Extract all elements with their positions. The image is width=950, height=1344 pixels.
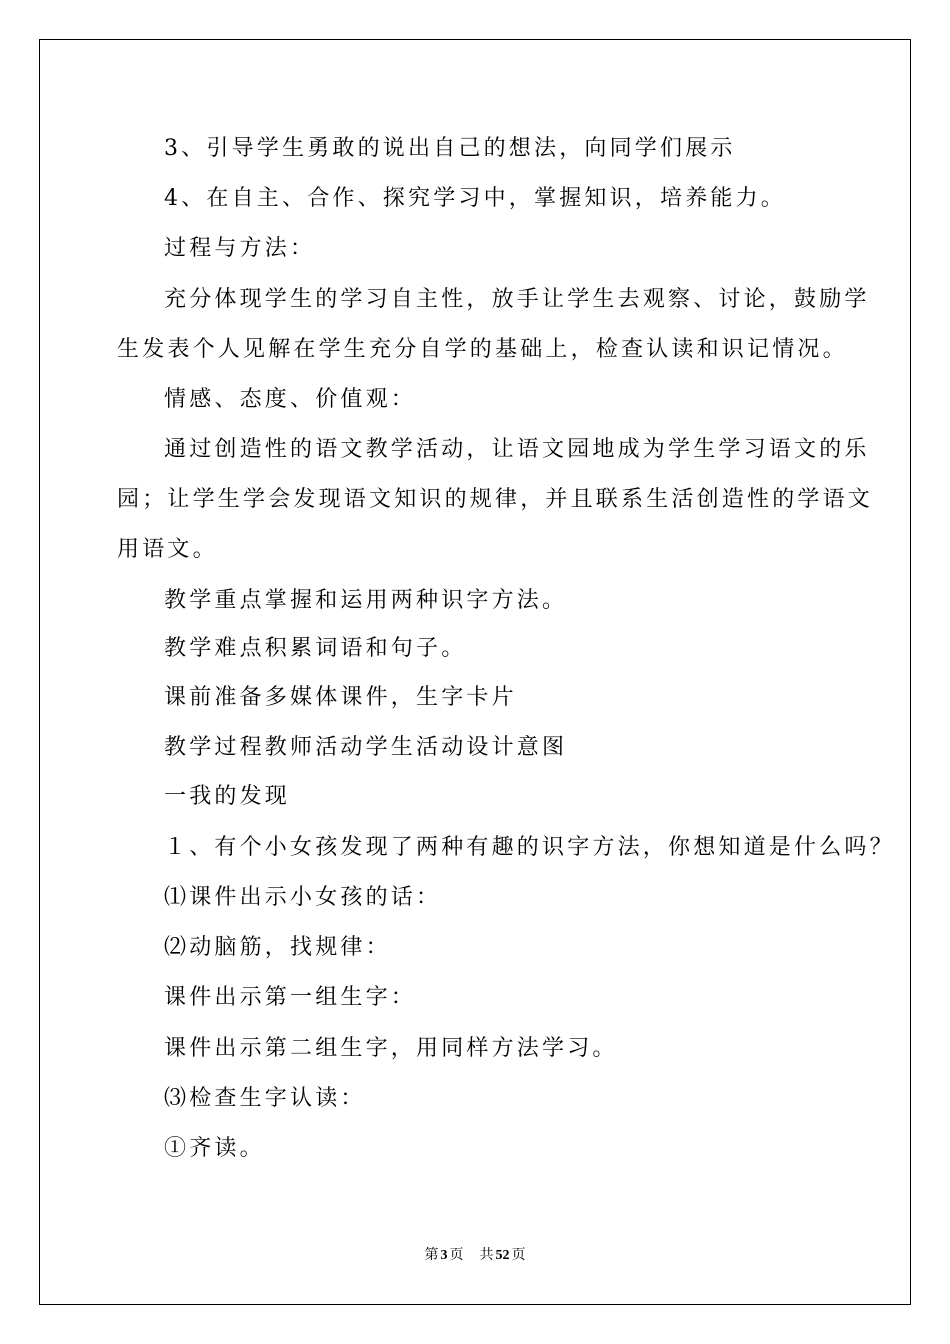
text-line: 用语文。 <box>117 537 218 562</box>
text-line: １、有个小女孩发现了两种有趣的识字方法，你想知道是什么吗？ <box>164 835 895 860</box>
section-heading: 一我的发现 <box>164 784 291 809</box>
text-line: 园；让学生学会发现语文知识的规律，并且联系生活创造性的学语文 <box>117 487 874 512</box>
text-line: 课前准备多媒体课件，生字卡片 <box>164 685 517 710</box>
footer-total-unit: 页 <box>511 1248 526 1263</box>
text-line: 教学难点积累词语和句子。 <box>164 636 467 661</box>
text-line: 课件出示第二组生字，用同样方法学习。 <box>164 1036 618 1061</box>
footer-total-prefix: 共 <box>479 1248 494 1263</box>
text-line: 生发表个人见解在学生充分自学的基础上，检查认读和识记情况。 <box>117 337 848 362</box>
footer-page-unit: 页 <box>449 1248 464 1263</box>
section-heading: 过程与方法： <box>164 236 316 261</box>
text-line: ⑶检查生字认读： <box>164 1086 366 1111</box>
text-line: ⑴课件出示小女孩的话： <box>164 885 442 910</box>
text-line: ①齐读。 <box>164 1136 265 1161</box>
footer-prefix: 第 <box>424 1248 439 1263</box>
current-page-number: 3 <box>440 1248 448 1263</box>
text-line: 充分体现学生的学习自主性，放手让学生去观察、讨论，鼓励学 <box>164 287 870 312</box>
text-line: 教学过程教师活动学生活动设计意图 <box>164 735 568 760</box>
text-line: 3、引导学生勇敢的说出自己的想法，向同学们展示 <box>164 136 736 161</box>
page-border <box>39 39 911 1305</box>
text-line: 课件出示第一组生字： <box>164 985 417 1010</box>
section-heading: 情感、态度、价值观： <box>164 387 417 412</box>
text-line: 4、在自主、合作、探究学习中，掌握知识，培养能力。 <box>164 186 786 211</box>
page-footer <box>0 1246 950 1266</box>
text-line: 教学重点掌握和运用两种识字方法。 <box>164 588 568 613</box>
total-pages-number: 52 <box>495 1248 510 1263</box>
text-line: 通过创造性的语文教学活动，让语文园地成为学生学习语文的乐 <box>164 437 870 462</box>
text-line: ⑵动脑筋，找规律： <box>164 935 391 960</box>
